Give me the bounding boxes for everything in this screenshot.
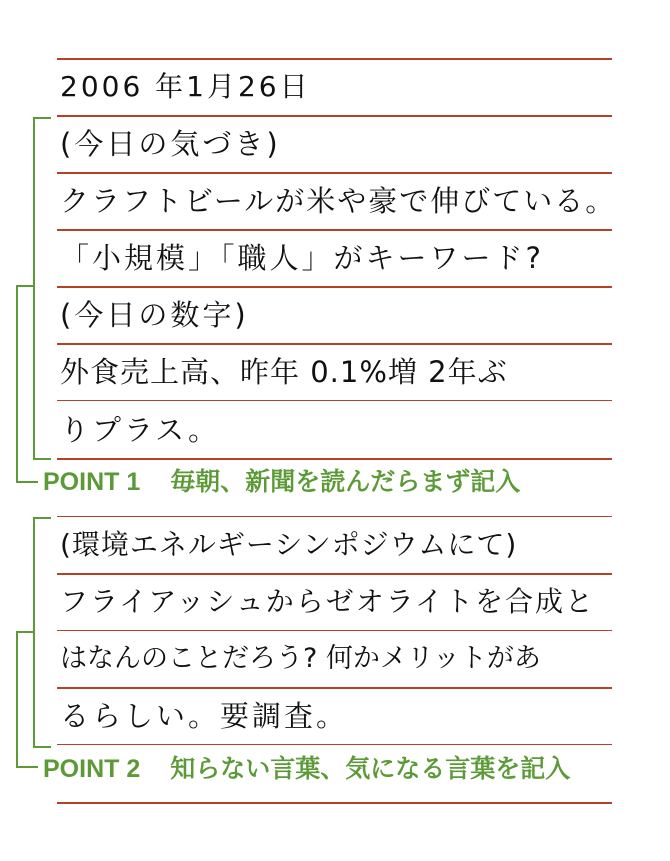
rule-line	[57, 343, 612, 345]
notebook-line: フライアッシュからゼオライトを合成と	[60, 585, 595, 618]
notebook-line: 「小規模」「職人」がキーワード?	[60, 241, 544, 275]
notebook-line: (今日の数字)	[60, 298, 249, 332]
point1-bracket-stem	[16, 285, 38, 483]
point1-label	[43, 470, 520, 495]
rule-line	[57, 115, 612, 117]
rule-line	[57, 229, 612, 231]
notebook-line: クラフトビールが米や豪で伸びている。	[60, 184, 617, 218]
rule-line	[57, 573, 612, 575]
point2-bracket-stem	[16, 631, 38, 768]
point2-tag: POINT 2	[43, 755, 141, 783]
notebook-line: 外食売上高、昨年 0.1%増 2年ぶ	[60, 355, 508, 389]
rule-line	[57, 802, 612, 804]
rule-line	[57, 687, 612, 689]
rule-line	[57, 744, 612, 745]
rule-line	[57, 516, 612, 517]
notebook-line: はなんのことだろう? 何かメリットがあ	[60, 643, 541, 674]
notebook-line-date: 2006 年1月26日	[60, 70, 311, 103]
point2-text: 知らない言葉、気になる言葉を記入	[170, 755, 571, 783]
notebook-line: るらしい。要調査。	[60, 699, 349, 733]
point2-label	[43, 757, 570, 782]
rule-line	[57, 458, 612, 460]
notebook-line: りプラス。	[60, 413, 221, 447]
point1-tag: POINT 1	[43, 468, 141, 496]
notebook-line: (環境エネルギーシンポジウムにて)	[60, 528, 518, 561]
rule-line	[57, 630, 612, 631]
rule-line	[57, 172, 612, 174]
notebook-line: (今日の気づき)	[60, 127, 281, 161]
rule-line	[57, 58, 612, 60]
rule-line	[57, 286, 612, 288]
point1-text: 毎朝、新聞を読んだらまず記入	[170, 468, 521, 496]
rule-line	[57, 400, 612, 401]
